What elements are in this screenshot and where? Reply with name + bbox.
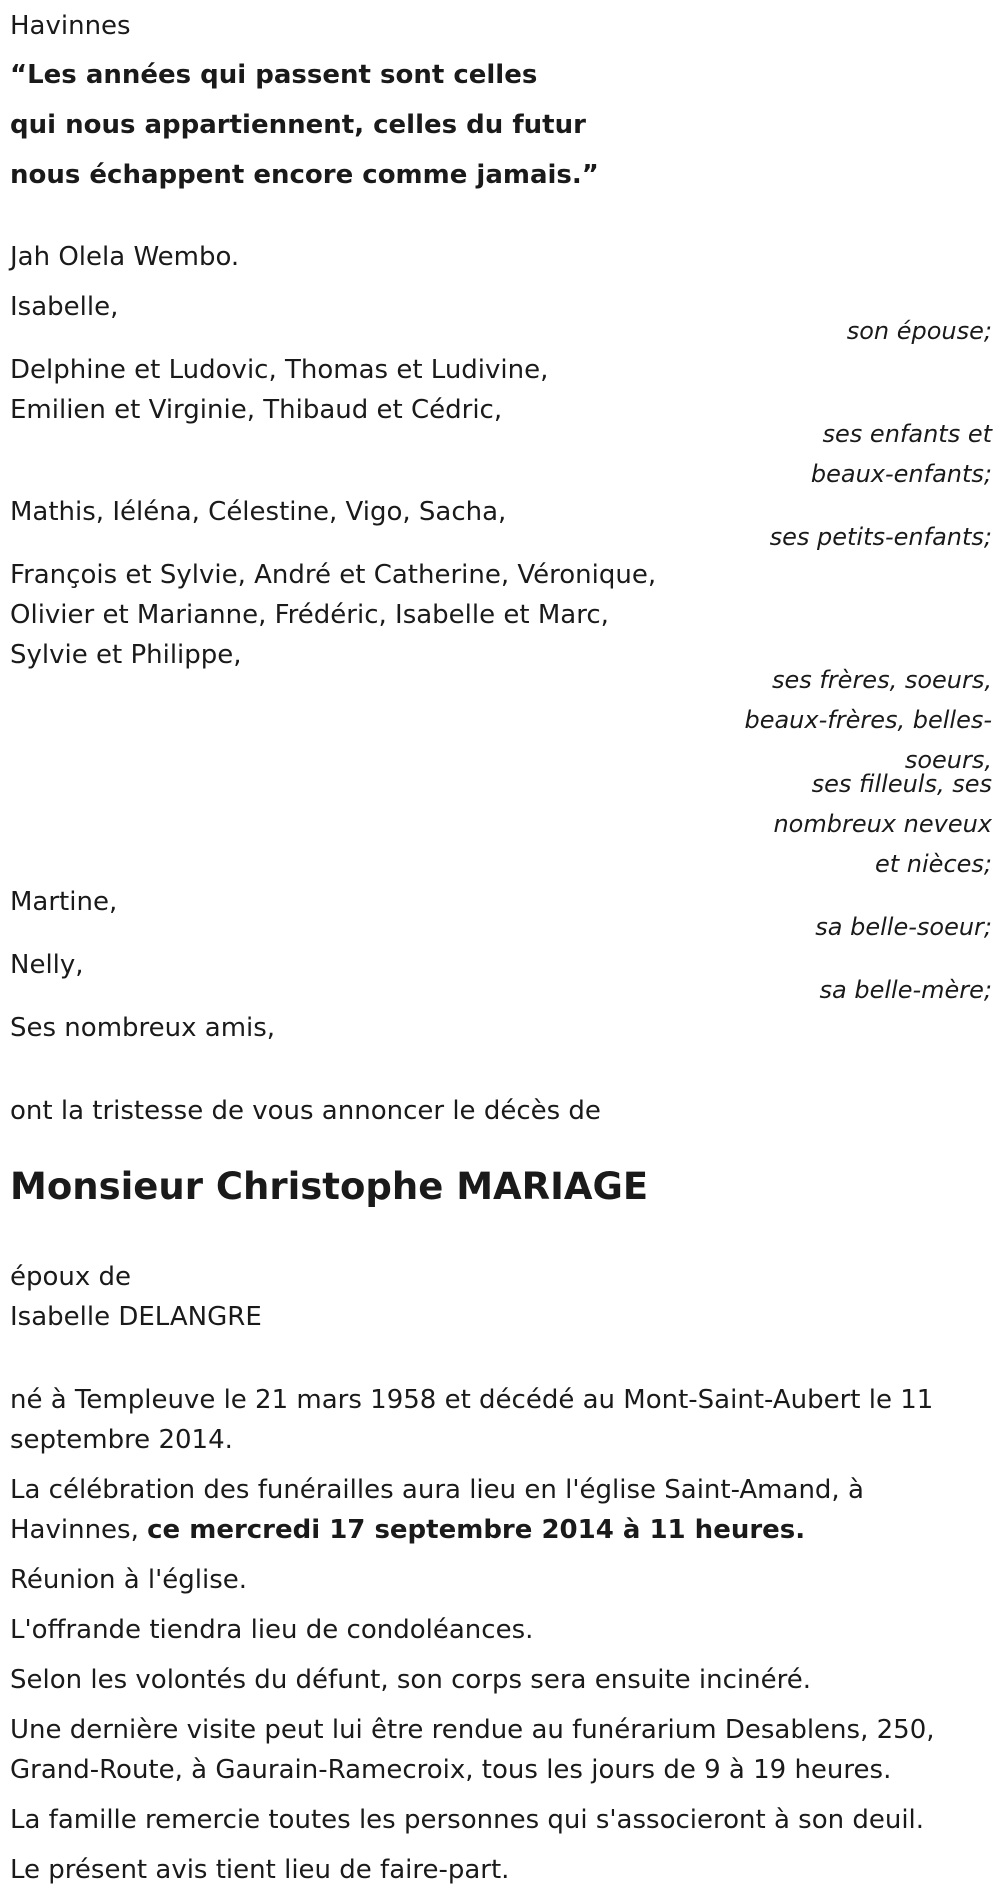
offering-note: L'offrande tiendra lieu de condoléances.: [10, 1615, 534, 1645]
family-names: Olivier et Marianne, Frédéric, Isabelle et Marc,: [10, 600, 609, 630]
location: Havinnes: [10, 11, 131, 41]
birth-death-line-1: né à Templeuve le 21 mars 1958 et décédé au Mont-Saint-Aubert le 11: [10, 1385, 934, 1415]
announcement: ont la tristesse de vous annoncer le décès de: [10, 1096, 601, 1126]
birth-death-line-2: septembre 2014.: [10, 1425, 233, 1455]
family-names: Isabelle,: [10, 292, 119, 322]
spouse-name: Isabelle DELANGRE: [10, 1302, 262, 1332]
quote-line-3: nous échappent encore comme jamais.”: [10, 160, 599, 190]
family-relation: nombreux neveux: [773, 810, 992, 838]
family-relation: beaux-frères, belles-: [744, 706, 992, 734]
family-names: Emilien et Virginie, Thibaud et Cédric,: [10, 395, 503, 425]
family-names: Nelly,: [10, 950, 84, 980]
funeral-place: Havinnes,: [10, 1515, 148, 1545]
family-names: Delphine et Ludovic, Thomas et Ludivine,: [10, 355, 549, 385]
funeral-date: ce mercredi 17 septembre 2014 à 11 heures.: [147, 1515, 806, 1545]
family-relation: ses filleuls, ses: [811, 770, 992, 798]
meeting-note: Réunion à l'église.: [10, 1565, 248, 1595]
epigraph-author: Jah Olela Wembo.: [10, 242, 240, 272]
family-relation: ses frères, soeurs,: [771, 666, 992, 694]
quote-line-1: “Les années qui passent sont celles: [10, 60, 538, 90]
family-relation: soeurs,: [904, 746, 992, 774]
visit-line-2: Grand-Route, à Gaurain-Ramecroix, tous les jours de 9 à 19 heures.: [10, 1755, 892, 1785]
family-relation: sa belle-soeur;: [815, 913, 992, 941]
family-relation: ses petits-enfants;: [769, 523, 992, 551]
family-relation: beaux-enfants;: [810, 460, 992, 488]
family-names: Ses nombreux amis,: [10, 1013, 276, 1043]
cremation-note: Selon les volontés du défunt, son corps sera ensuite incinéré.: [10, 1665, 811, 1695]
funeral-line-1: La célébration des funérailles aura lieu en l'église Saint-Amand, à: [10, 1475, 864, 1505]
family-relation: sa belle-mère;: [819, 976, 992, 1004]
funeral-line-2: [10, 1510, 805, 1550]
family-names: François et Sylvie, André et Catherine, Véronique,: [10, 560, 657, 590]
family-names: Martine,: [10, 887, 118, 917]
faire-part-note: Le présent avis tient lieu de faire-part.: [10, 1855, 510, 1885]
quote-line-2: qui nous appartiennent, celles du futur: [10, 110, 586, 140]
spouse-label: époux de: [10, 1262, 132, 1292]
deceased-name: Monsieur Christophe MARIAGE: [10, 1165, 649, 1208]
family-names: Sylvie et Philippe,: [10, 640, 242, 670]
family-relation: ses enfants et: [822, 420, 992, 448]
family-relation: son épouse;: [846, 317, 992, 345]
visit-line-1: Une dernière visite peut lui être rendue au funérarium Desablens, 250,: [10, 1715, 935, 1745]
family-relation: et nièces;: [875, 850, 992, 878]
family-names: Mathis, Iéléna, Célestine, Vigo, Sacha,: [10, 497, 507, 527]
thanks-note: La famille remercie toutes les personnes qui s'associeront à son deuil.: [10, 1805, 925, 1835]
